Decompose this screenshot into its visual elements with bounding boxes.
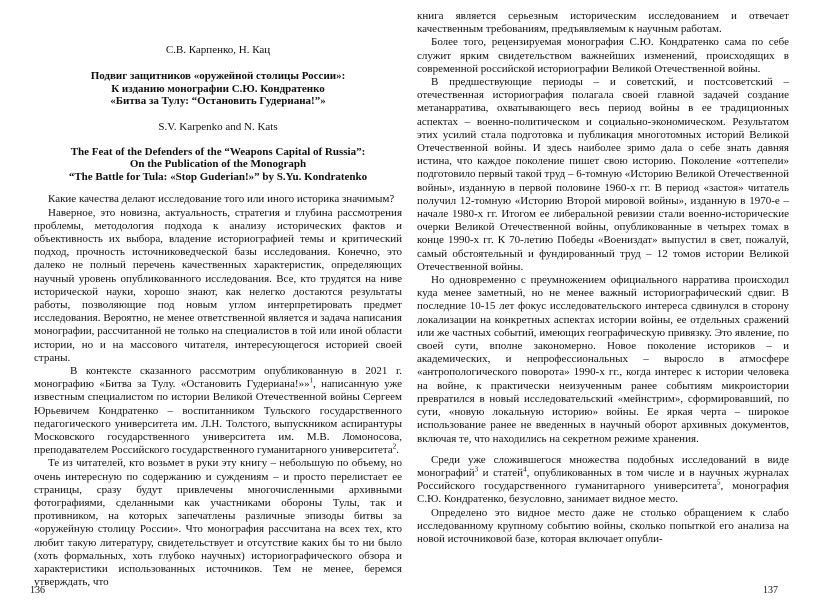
title-ru-line: К изданию монографии С.Ю. Кондратенко: [111, 82, 325, 95]
body-paragraph: Более того, рецензируемая монография С.Ю. Кондратенко сама по себе служит ярким свидетельством важнейших изменений, происходящих в современной российской историографии Великой Отечественной войны.: [417, 36, 789, 75]
body-paragraph: книга является серьезным историческим исследованием и отвечает качественным требованиям, предъявляемым к научным работам.: [417, 10, 789, 36]
body-paragraph: В предшествующие периоды – и советский, и постсоветский – отечественная историография полагала своей главной задачей создание метанарратива, охватывающего весь период войны в ее традиционных аспектах – военно-политическом и социально-экономическом. Результатом этих усилий стала подготовка и публикация многотомных историй Великой Отечественной войны. И здесь наиболее зримо дала о себе знать давняя истина, что каждое поколение пишет свою историю. Поколение «оттепели» подготовило первый такой труд – 6-томную «Историю Великой Отечественной войны», изданную в первой половине 1960-х гг. В период «застоя» читатель получил 12-томную «Историю Второй мировой войны», изданную в 1970-е – начале 1980-х гг. Итогом ее либеральной ревизии стали военно-исторические очерки Великой Отечественной войны, опубликованные в четырех томах в конце 1990-х гг. К 70-летию Победы «Воениздат» выпустил в свет, пожалуй, самый обстоятельный и фундированный труд – 12 томов истории Великой Отечественной войны.: [417, 76, 789, 273]
body-paragraph: Наверное, это новизна, актуальность, стратегия и глубина рассмотрения проблемы, методология подхода к анализу исторических фактов и объективность их выбора, владение историографией темы и критический подход, прочность источниковедческой базы исследования. Конечно, это далеко не полный перечень качественных характеристик, определяющих научный уровень опубликованного исследования. Все, кто трудятся на ниве исторической науки, хорошо знают, как нелегко достаются результаты работы, позволяющие под новым углом интерпретировать предмет исследования. Вероятно, не менее ответственной является и задача написания монографии, рассчитанной не только на специалистов в той или иной области истории, но и на массового читателя, интересующегося историей своей страны.: [34, 206, 402, 364]
text-run: , монография С.Ю. Кондратенко, безусловно, занимает видное место.: [417, 480, 789, 506]
page-number: 137: [763, 585, 778, 596]
text-run: , опубликованных в том числе и в научных журналах Российского государственного гуманитарного университета: [417, 466, 789, 493]
text-run: .: [396, 444, 399, 457]
body-paragraph: Но одновременно с преумножением официального нарратива происходил куда менее заметный, но не менее важный историографический сдвиг. В последние 10-15 лет фокус исследовательского интереса сдвинулся в сторону локализации на конкретных аспектах истории войны, ее отдельных сражений или же частных событий, имеющих географическую привязку. Это явление, по своей сути, вполне закономерно. Новое поколение историков – и академических, и непрофессиональных – выросло в атмосфере «антропологического поворота» 1990-х гг., когда интерес к истории человека на войне, к практически неизученным ранее событиям микроистории превратился в новый исследовательский «мейнстрим», сформировавший, по сути, «новую локальную историю» войны. Ее яркая черта – широкое использование ранее не введенных в научный оборот архивных документов, включая те, что находились на секретном режиме хранения.: [417, 274, 789, 445]
title-ru-line: Подвиг защитников «оружейной столицы России»:: [90, 70, 346, 83]
text-run: и статей: [478, 466, 524, 479]
text-run: В контексте сказанного рассмотрим опубликованную в 2021 г. монографию «Битва за Тулу. «Остановить Гудериана!»»: [34, 365, 402, 391]
body-paragraph: Те из читателей, кто возьмет в руки эту книгу – небольшую по объему, но очень интересную по содержанию и суждениям – и просто перелистает ее страницы, сразу будут привлечены многочисленными архивными фотографиями, сделанными как участниками обороны Тулы, так и противником, на которых запечатлены различные эпизоды битвы за «оружейную столицу России». Что монография рассчитана на всех тех, кто любит такую литературу, свидетельствует и отсутствие каких бы то ни было (хоть формальных, хоть глубоко научных) историографического обзора и характеристики использованных источников. Тем не менее, беремся утверждать, что: [34, 457, 402, 589]
title-ru: [34, 70, 402, 108]
footnote-mark[interactable]: 5: [717, 478, 721, 487]
body-paragraph: [34, 365, 402, 457]
body-paragraph: Какие качества делают исследование того или иного историка значимым?: [48, 193, 395, 206]
text-run: , написанную уже известным специалистом по истории Великой Отечественной войны Сергеем Юрьевичем Кондратенко – воспитанником Тульского государственного педагогического университета им. Л.Н. Толстого, выпускником аспирантуры Московского государственного университета им. М.В. Ломоносова, преподавателем Российского государственного гуманитарного университета: [34, 378, 403, 457]
footnote-mark[interactable]: 1: [309, 376, 314, 385]
paragraph-gap: [417, 446, 789, 454]
title-en-line: “The Battle for Tula: «Stop Guderian!»” by S.Yu. Kondratenko: [68, 170, 368, 183]
footnote-mark[interactable]: 4: [523, 465, 527, 474]
title-en: [34, 146, 402, 184]
footnote-mark[interactable]: 2: [392, 442, 397, 451]
title-en-line: On the Publication of the Monograph: [129, 158, 307, 171]
page-number: 136: [30, 585, 45, 596]
body-paragraph: Определено это видное место даже не столько обращением к слабо исследованному крупному событию войны, сколько попыткой его анализа на новой источниковой базе, которая включает опубли-: [417, 506, 789, 545]
title-ru-line: «Битва за Тулу: “Остановить Гудериана!”»: [110, 95, 326, 108]
author-en: S.V. Karpenko and N. Kats: [158, 120, 278, 133]
body-paragraph: [417, 454, 789, 507]
title-en-line: The Feat of the Defenders of the “Weapons Capital of Russia”:: [70, 145, 366, 158]
right-page: [417, 10, 789, 546]
footnote-mark[interactable]: 3: [474, 465, 479, 474]
author-ru: С.В. Карпенко, Н. Кац: [165, 44, 271, 56]
left-page: [34, 10, 402, 590]
text-run: Среди уже сложившегося множества подобных исследований в виде монографий: [417, 453, 789, 479]
